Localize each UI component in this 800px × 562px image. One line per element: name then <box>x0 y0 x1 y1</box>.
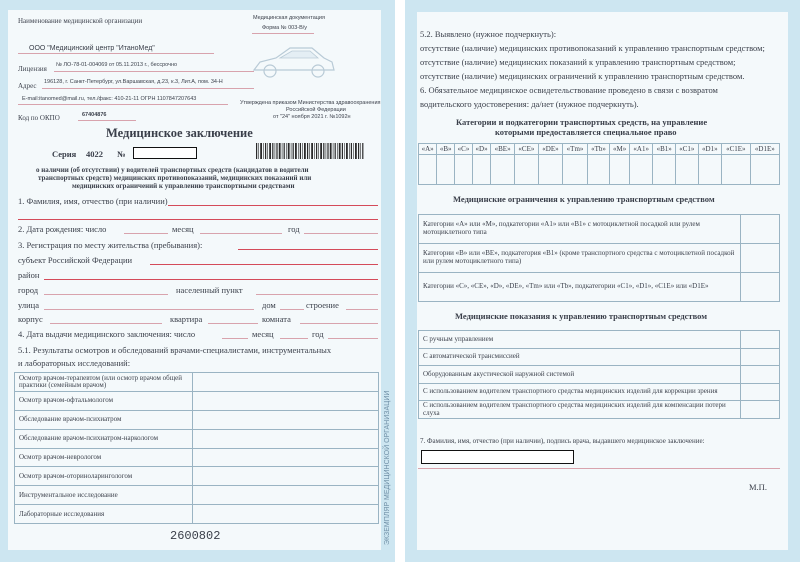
exam-result-cell <box>193 467 379 486</box>
category-label: «M» <box>610 144 630 155</box>
number-sign: № <box>117 149 126 159</box>
indication-mark-cell <box>741 366 780 384</box>
restriction-row <box>419 244 780 273</box>
restriction-mark-cell <box>741 244 780 273</box>
item51-line-1: 5.1. Результаты осмотров и обследований врачами-специалистами, инструментальных <box>18 345 332 355</box>
restriction-label: Категории «A» или «M», подкатегории «A1» или «B1» с мотоциклетной посадкой или рулем мотоциклетного типа <box>419 215 741 244</box>
district-label: район <box>18 270 40 280</box>
categories-title-line-1: Категории и подкатегории транспортных средств, на управление <box>456 117 708 127</box>
month-label: месяц <box>172 224 194 234</box>
exams-table <box>14 372 379 524</box>
finding-indications: отсутствие (наличие) медицинских показаний к управлению транспортным средством; <box>420 57 736 67</box>
doc-type: Медицинская документация <box>253 15 325 21</box>
document-title: Медицинское заключение <box>106 126 253 140</box>
issue-month-label: месяц <box>252 329 274 339</box>
issue-month-underline <box>280 338 308 339</box>
restrictions-title: Медицинские ограничения к управлению транспортным средством <box>453 194 715 204</box>
indication-row <box>419 366 780 384</box>
room-label: комната <box>262 314 291 324</box>
exam-result-cell <box>193 429 379 448</box>
category-label: «D1» <box>698 144 721 155</box>
exam-label: Обследование врачом-психиатром <box>15 410 193 429</box>
issue-day-underline <box>222 338 248 339</box>
category-mark-cell <box>515 155 539 185</box>
indication-mark-cell <box>741 383 780 401</box>
exam-label: Лабораторные исследования <box>15 505 193 524</box>
category-label: «B1» <box>653 144 676 155</box>
item4-label: 4. Дата выдачи медицинского заключения: число <box>18 329 196 339</box>
indications-title: Медицинские показания к управлению транспортным средством <box>455 311 707 321</box>
category-label: «C1» <box>676 144 699 155</box>
issue-year-label: год <box>312 329 324 339</box>
city-label: город <box>18 285 39 295</box>
item3-label: 3. Регистрация по месту жительства (пребывания): <box>18 240 203 250</box>
address-underline <box>42 88 254 89</box>
indication-row <box>419 383 780 401</box>
exam-label: Осмотр врачом-терапевтом (или осмотр врачом общей практики (семейным врачом) <box>15 373 193 392</box>
house-label: дом <box>262 300 276 310</box>
subtitle-line-1: о наличии (об отсутствии) у водителей транспортных средств (кандидатов в водители <box>36 166 309 174</box>
series-label: Серия <box>52 149 77 159</box>
org-label: Наименование медицинской организации <box>18 17 143 25</box>
car-illustration <box>250 40 336 82</box>
okpo-label: Код по ОКПО <box>18 114 60 122</box>
license-text: № ЛО-78-01-004069 от 05.11.2013 г., бессрочно <box>56 62 178 68</box>
exam-row <box>15 505 379 524</box>
exam-label: Осмотр врачом-неврологом <box>15 448 193 467</box>
category-label: «BE» <box>491 144 515 155</box>
okpo-underline <box>78 120 136 121</box>
okpo-value: 67404876 <box>82 112 107 118</box>
category-mark-cell <box>653 155 676 185</box>
category-label: «A» <box>419 144 437 155</box>
address-text: 196128, г. Санкт-Петербург, ул.Варшавская, д.23, к.3, Лит.А, пом. 34-Н <box>44 79 223 85</box>
corpus-label: корпус <box>18 314 43 324</box>
room-underline <box>300 323 378 324</box>
category-mark-row <box>419 155 780 185</box>
street-label: улица <box>18 300 39 310</box>
restriction-mark-cell <box>741 215 780 244</box>
approved-line-3: от "24" ноября 2021 г. №1092н <box>273 114 351 120</box>
address-label: Адрес <box>18 82 37 90</box>
redacted-number <box>133 147 197 159</box>
restriction-mark-cell <box>741 273 780 302</box>
categories-title-line-2: которыми предоставляется специальное право <box>495 127 677 137</box>
indications-table <box>418 330 780 419</box>
item7-label: 7. Фамилия, имя, отчество (при наличии), подпись врача, выдавшего медицинское заключение: <box>420 437 705 445</box>
item1-line-2 <box>18 219 378 220</box>
month-underline <box>200 233 282 234</box>
blank-number: 2600802 <box>170 529 221 543</box>
category-mark-cell <box>676 155 699 185</box>
category-label: «Tb» <box>587 144 609 155</box>
category-mark-cell <box>563 155 588 185</box>
category-label: «DE» <box>538 144 562 155</box>
category-mark-cell <box>630 155 653 185</box>
exam-result-cell <box>193 391 379 410</box>
indication-mark-cell <box>741 348 780 366</box>
indication-label: С автоматической трансмиссией <box>419 348 741 366</box>
indication-label: С ручным управлением <box>419 331 741 349</box>
item1-line <box>168 205 378 206</box>
item6-line-2: водительского удостоверения: да/нет (нужное подчеркнуть). <box>420 99 639 109</box>
restriction-row <box>419 273 780 302</box>
exam-row <box>15 448 379 467</box>
item52-label: 5.2. Выявлено (нужное подчеркнуть): <box>420 29 557 39</box>
subtitle-line-3: медицинских ограничений к управлению транспортными средствами <box>72 182 295 190</box>
approved-line-1: Утверждена приказом Министерства здравоохранения <box>240 100 381 106</box>
exam-row <box>15 486 379 505</box>
license-underline <box>54 71 254 72</box>
settlement-label: населенный пункт <box>176 285 243 295</box>
issue-year-underline <box>328 338 378 339</box>
flat-label: квартира <box>170 314 203 324</box>
redacted-doctor-name <box>421 450 574 464</box>
category-mark-cell <box>587 155 609 185</box>
category-mark-cell <box>698 155 721 185</box>
exam-row <box>15 467 379 486</box>
day-underline <box>124 233 168 234</box>
org-name: ООО "Медицинский центр "ИтаноМед" <box>29 45 155 52</box>
restriction-label: Категории «B» или «BE», подкатегория «B1» (кроме транспортного средства с мотоциклетной посадкой или рулем мотоциклетного типа) <box>419 244 741 273</box>
category-label: «D1E» <box>750 144 779 155</box>
building-underline <box>346 309 378 310</box>
exam-row <box>15 391 379 410</box>
org-name-underline <box>18 53 214 54</box>
category-label: «A1» <box>630 144 653 155</box>
category-mark-cell <box>491 155 515 185</box>
item7-underline <box>418 468 780 469</box>
category-label: «CE» <box>515 144 539 155</box>
exam-result-cell <box>193 505 379 524</box>
stamp-place-label: М.П. <box>749 482 767 492</box>
category-mark-cell <box>610 155 630 185</box>
exam-row <box>15 429 379 448</box>
item51-line-2: и лабораторных исследований: <box>18 358 131 368</box>
finding-restrictions: отсутствие (наличие) медицинских ограничений к управлению транспортным средством. <box>420 71 745 81</box>
year-underline <box>304 233 378 234</box>
house-underline <box>280 309 304 310</box>
item2-label: 2. Дата рождения: число <box>18 224 107 234</box>
category-header-row <box>419 144 780 155</box>
item3-line <box>238 249 378 250</box>
category-label: «Tm» <box>563 144 588 155</box>
form-number: Форма № 003-В/у <box>262 25 308 31</box>
indication-row <box>419 348 780 366</box>
indication-row <box>419 331 780 349</box>
exam-label: Осмотр врачом-оториноларингологом <box>15 467 193 486</box>
exam-row <box>15 373 379 392</box>
category-label: «D» <box>472 144 490 155</box>
restriction-row <box>419 215 780 244</box>
license-label: Лицензия <box>18 65 47 73</box>
spine-label: ЭКЗЕМПЛЯР МЕДИЦИНСКОЙ ОРГАНИЗАЦИИ <box>384 390 391 545</box>
item1-label: 1. Фамилия, имя, отчество (при наличии) <box>18 196 168 206</box>
restrictions-table <box>418 214 780 302</box>
category-mark-cell <box>721 155 750 185</box>
finding-contraindications: отсутствие (наличие) медицинских противопоказаний к управлению транспортным средством; <box>420 43 765 53</box>
indication-label: Оборудованным акустической наружной системой <box>419 366 741 384</box>
exam-label: Осмотр врачом-офтальмологом <box>15 391 193 410</box>
exam-row <box>15 410 379 429</box>
contacts-text: E-mail:itanomed@mail.ru, тел./факс: 410-21-11 ОГРН 1107847207643 <box>22 96 197 102</box>
category-mark-cell <box>538 155 562 185</box>
indication-label: С использованием водителем транспортного средства медицинских изделий для компенсации потери слуха <box>419 401 741 419</box>
exam-result-cell <box>193 486 379 505</box>
contacts-underline <box>18 104 228 105</box>
indication-row <box>419 401 780 419</box>
indication-mark-cell <box>741 401 780 419</box>
barcode <box>256 143 364 159</box>
subject-line <box>150 264 378 265</box>
item6-line-1: 6. Обязательное медицинское освидетельствование проведено в связи с возвратом <box>420 85 718 95</box>
settlement-underline <box>256 294 378 295</box>
building-label: строение <box>306 300 339 310</box>
restriction-label: Категории «C», «CE», «D», «DE», «Tm» или «Tb», подкатегории «C1», «D1», «C1E» или «D1E» <box>419 273 741 302</box>
district-line <box>44 279 378 280</box>
form-underline <box>252 33 314 34</box>
category-mark-cell <box>455 155 473 185</box>
exam-result-cell <box>193 410 379 429</box>
category-mark-cell <box>437 155 455 185</box>
exam-label: Обследование врачом-психиатром-наркологом <box>15 429 193 448</box>
categories-table <box>418 143 780 185</box>
exam-label: Инструментальное исследование <box>15 486 193 505</box>
category-mark-cell <box>750 155 779 185</box>
street-underline <box>44 309 254 310</box>
corpus-underline <box>50 323 162 324</box>
indication-label: С использованием водителем транспортного средства медицинских изделий для коррекции зрения <box>419 383 741 401</box>
series-value: 4022 <box>86 149 103 159</box>
year-label: год <box>288 224 300 234</box>
indication-mark-cell <box>741 331 780 349</box>
category-label: «B» <box>437 144 455 155</box>
exam-result-cell <box>193 448 379 467</box>
category-label: «C1E» <box>721 144 750 155</box>
category-label: «C» <box>455 144 473 155</box>
category-mark-cell <box>419 155 437 185</box>
subtitle-line-2: транспортных средств) медицинских противопоказаний, медицинских показаний или <box>38 174 312 182</box>
city-underline <box>44 294 168 295</box>
category-mark-cell <box>472 155 490 185</box>
flat-underline <box>208 323 258 324</box>
approved-line-2: Российской Федерации <box>286 107 346 113</box>
subject-label: субъект Российской Федерации <box>18 255 133 265</box>
exam-result-cell <box>193 373 379 392</box>
